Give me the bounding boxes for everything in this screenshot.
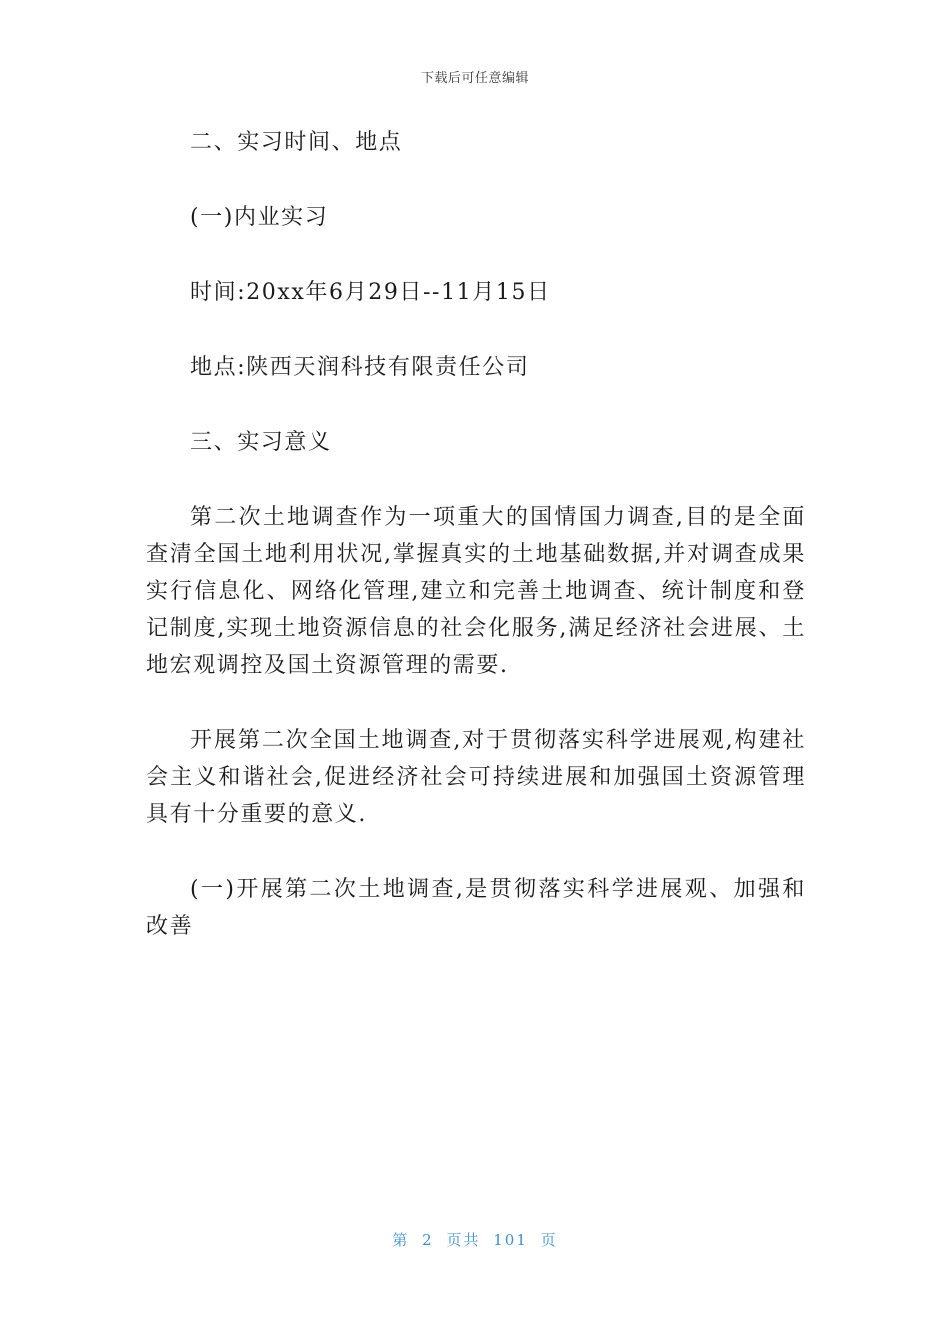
paragraph-survey-importance: 开展第二次全国土地调查,对于贯彻落实科学进展观,构建社会主义和谐社会,促进经济社会可持续进展和加强国土资源管理具有十分重要的意义. [146, 728, 806, 827]
header-note: 下载后可任意编辑 [420, 71, 529, 86]
internship-location: 地点:陕西天润科技有限责任公司 [190, 355, 530, 380]
footer-prefix: 第 [392, 1231, 410, 1249]
paragraph-point-one: (一)开展第二次土地调查,是贯彻落实科学进展观、加强和改善 [146, 877, 806, 939]
internship-time: 时间:20xx年6月29日--11月15日 [190, 280, 551, 305]
paragraph-survey-purpose: 第二次土地调查作为一项重大的国情国力调查,目的是全面查清全国土地利用状况,掌握真实的土地基础数据,并对调查成果实行信息化、网络化管理,建立和完善土地调查、统计制度和登记制度,实现土地资源信息的社会化服务,满足经济社会进展、土地宏观调控及国土资源管理的需要. [146, 505, 806, 678]
footer-page-number: 2 [422, 1231, 434, 1249]
page-footer [0, 1229, 950, 1250]
footer-suffix: 页 [540, 1231, 558, 1249]
footer-total-pages: 101 [493, 1231, 528, 1249]
footer-mid: 页共 [446, 1231, 481, 1249]
section-heading-time-location: 二、实习时间、地点 [190, 130, 403, 155]
subsection-heading-office-internship: (一)内业实习 [190, 205, 329, 230]
document-body [146, 124, 806, 983]
section-heading-significance: 三、实习意义 [190, 430, 332, 455]
